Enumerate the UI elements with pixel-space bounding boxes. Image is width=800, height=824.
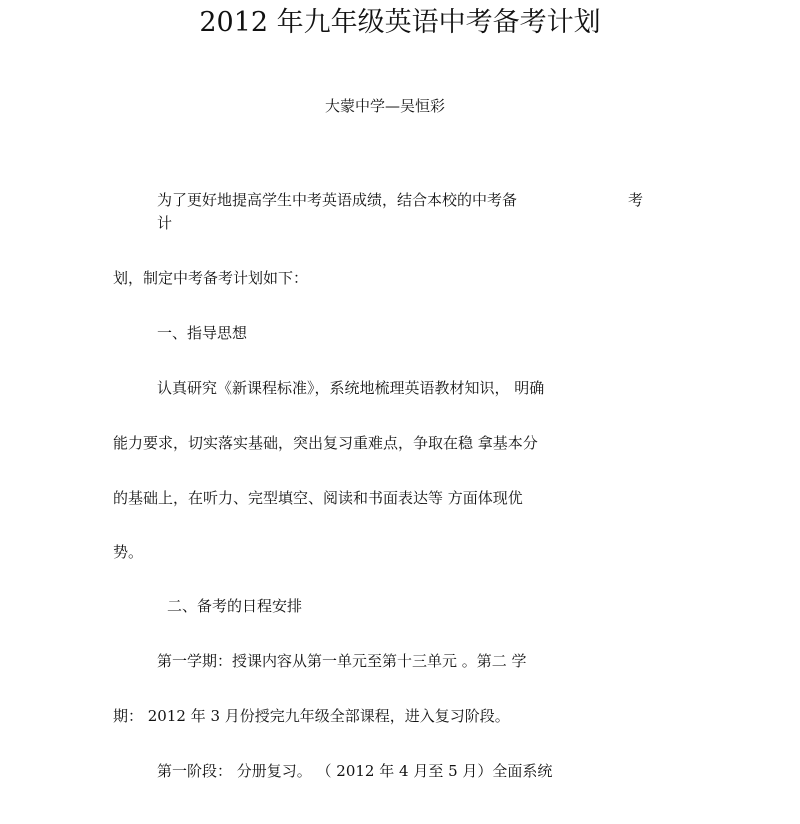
section2-line-2: 期： 2012 年 3 月份授完九年级全部课程，进入复习阶段。 <box>113 707 510 725</box>
section2-line-1: 第一学期：授课内容从第一单元至第十三单元 。第二 学 <box>157 652 527 670</box>
section-heading-guiding-thought: 一、指导思想 <box>157 324 248 342</box>
intro-paragraph-tail: 考 <box>628 191 644 209</box>
document-title: 2012 年九年级英语中考备考计划 <box>199 7 601 38</box>
intro-paragraph-wrap: 计 <box>157 214 173 232</box>
intro-paragraph-line-2: 划，制定中考备考计划如下： <box>113 269 309 287</box>
section2-line-3: 第一阶段： 分册复习。 （ 2012 年 4 月至 5 月）全面系统 <box>157 762 553 780</box>
section1-line-3: 的基础上，在听力、完型填空、阅读和书面表达等 方面体现优 <box>113 489 523 507</box>
section1-line-4: 势。 <box>113 543 144 561</box>
section-heading-schedule: 二、备考的日程安排 <box>167 597 303 615</box>
section1-line-2: 能力要求，切实落实基础，突出复习重难点，争取在稳 拿基本分 <box>113 434 538 452</box>
author-line: 大蒙中学—吴恒彩 <box>324 97 445 115</box>
section1-line-1: 认真研究《新课程标准》，系统地梳理英语教材知识， 明确 <box>157 379 545 397</box>
intro-paragraph-line: 为了更好地提高学生中考英语成绩，结合本校的中考备 <box>157 191 518 209</box>
